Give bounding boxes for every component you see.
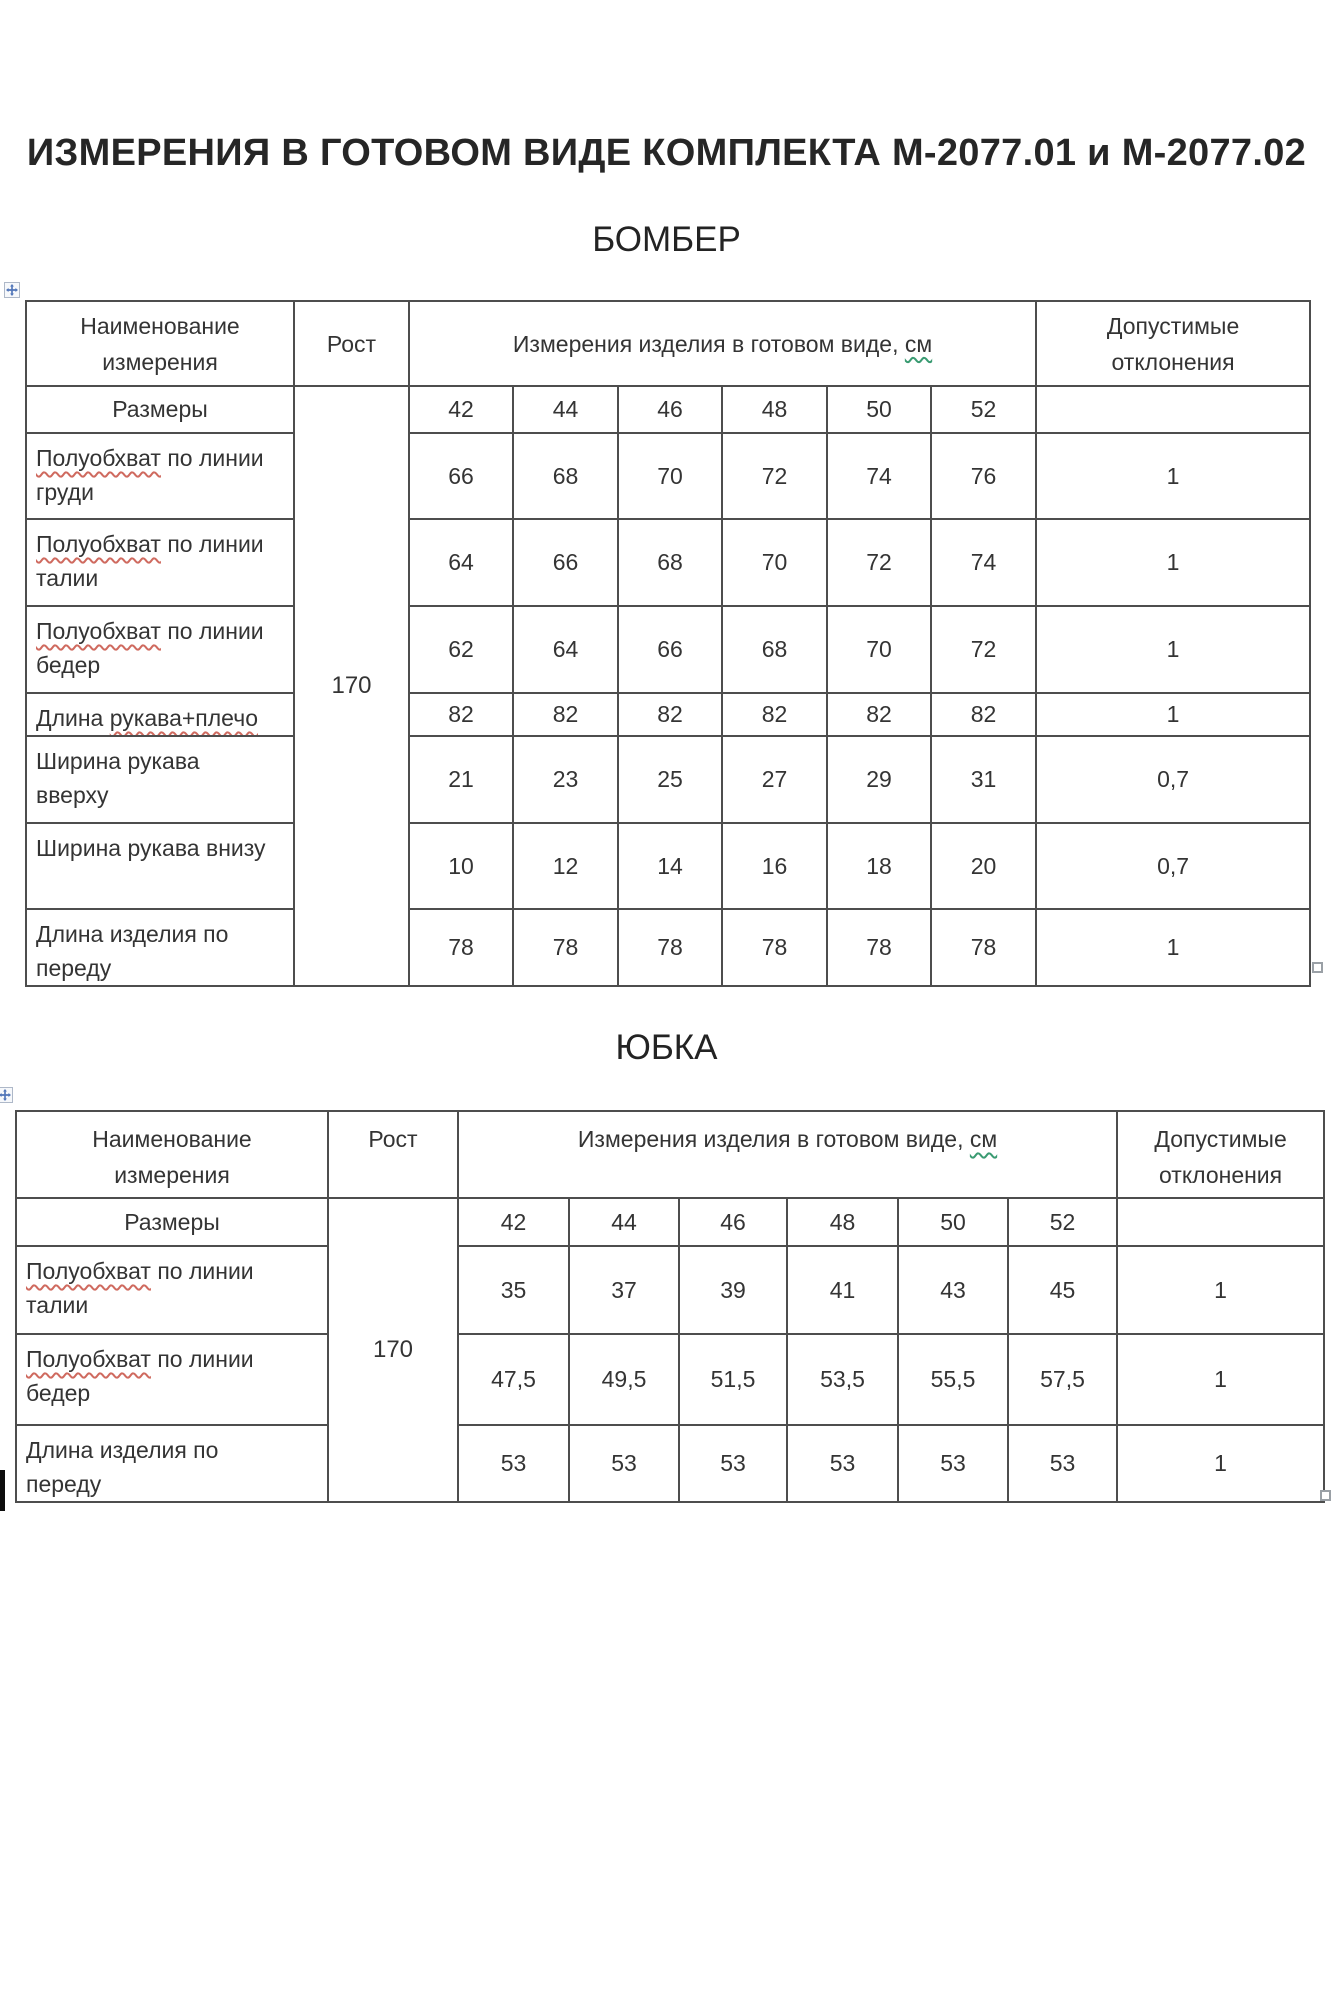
section-title-skirt: ЮБКА — [615, 1028, 718, 1067]
text-segment: переду — [36, 955, 112, 981]
text-segment: отклонения — [1111, 348, 1235, 375]
text-segment: груди — [36, 479, 94, 505]
header-deviation-cell — [1036, 301, 1310, 386]
table-header-row — [26, 301, 1310, 386]
value-cell: 57,5 — [1008, 1334, 1117, 1425]
skirt-measurements-table — [15, 1110, 1325, 1503]
spellcheck-marked-text: см — [969, 1126, 998, 1152]
deviation-cell: 1 — [1036, 693, 1310, 736]
value-cell: 66 — [513, 519, 618, 606]
value-cell: 51,5 — [679, 1334, 787, 1425]
text-segment: измерения — [114, 1162, 230, 1188]
size-cell: 46 — [679, 1198, 787, 1246]
size-cell: 48 — [787, 1198, 898, 1246]
text-segment: Наименование — [92, 1126, 252, 1152]
deviation-cell: 1 — [1036, 606, 1310, 693]
header-measurement-name-cell — [16, 1111, 328, 1198]
measurement-row — [26, 606, 1310, 693]
measurement-label-cell — [26, 519, 294, 606]
value-cell: 21 — [409, 736, 513, 823]
deviation-cell — [1117, 1198, 1324, 1246]
text-line — [26, 1342, 319, 1376]
deviation-cell: 0,7 — [1036, 823, 1310, 909]
value-cell: 53,5 — [787, 1334, 898, 1425]
value-cell: 53 — [458, 1425, 569, 1502]
value-cell: 72 — [827, 519, 931, 606]
text-line — [26, 1433, 319, 1467]
text-line — [36, 917, 285, 951]
value-cell: 68 — [618, 519, 722, 606]
height-value-cell: 170 — [294, 386, 409, 986]
measurement-label-cell — [26, 909, 294, 986]
text-line — [23, 1121, 321, 1157]
size-cell: 50 — [827, 386, 931, 433]
text-segment: по линии — [160, 531, 264, 557]
value-cell: 53 — [898, 1425, 1008, 1502]
value-cell: 78 — [931, 909, 1036, 986]
measurement-row — [26, 736, 1310, 823]
text-line — [26, 1254, 319, 1288]
measurement-row — [26, 519, 1310, 606]
value-cell: 43 — [898, 1246, 1008, 1334]
deviation-cell: 1 — [1117, 1246, 1324, 1334]
text-segment: бедер — [26, 1380, 91, 1406]
sizes-label-cell: Размеры — [26, 386, 294, 433]
text-line — [36, 614, 285, 648]
value-cell: 10 — [409, 823, 513, 909]
value-cell: 82 — [827, 693, 931, 736]
text-segment: Допустимые — [1154, 1126, 1287, 1152]
deviation-cell: 1 — [1036, 519, 1310, 606]
text-line — [26, 1288, 319, 1322]
value-cell: 68 — [513, 433, 618, 519]
text-segment: вверху — [36, 782, 109, 808]
value-cell: 47,5 — [458, 1334, 569, 1425]
value-cell: 82 — [513, 693, 618, 736]
spellcheck-marked-text: Полуобхват — [36, 531, 161, 557]
deviation-cell: 1 — [1036, 433, 1310, 519]
value-cell: 78 — [513, 909, 618, 986]
value-cell: 27 — [722, 736, 827, 823]
value-cell: 12 — [513, 823, 618, 909]
value-cell: 82 — [931, 693, 1036, 736]
measurement-label-cell — [16, 1334, 328, 1425]
measurement-row — [26, 909, 1310, 986]
value-cell: 82 — [618, 693, 722, 736]
text-segment: талии — [36, 565, 99, 591]
text-line — [1043, 308, 1303, 344]
table-move-cross-icon[interactable] — [4, 282, 20, 298]
value-cell: 53 — [787, 1425, 898, 1502]
text-segment: талии — [26, 1292, 89, 1318]
value-cell: 64 — [409, 519, 513, 606]
text-line — [33, 308, 287, 344]
value-cell: 53 — [569, 1425, 679, 1502]
text-segment: Длина — [36, 705, 110, 731]
text-segment: по линии — [160, 445, 264, 471]
value-cell: 82 — [409, 693, 513, 736]
text-segment: бедер — [36, 652, 101, 678]
size-cell: 48 — [722, 386, 827, 433]
spellcheck-marked-text: Полуобхват — [36, 618, 161, 644]
value-cell: 31 — [931, 736, 1036, 823]
value-cell: 64 — [513, 606, 618, 693]
text-line — [416, 326, 1029, 362]
value-cell: 72 — [722, 433, 827, 519]
text-segment: Измерения изделия в готовом виде, — [577, 1126, 970, 1152]
value-cell: 70 — [722, 519, 827, 606]
table-move-cross-icon[interactable] — [0, 1087, 13, 1103]
size-cell: 42 — [409, 386, 513, 433]
measurement-row — [16, 1334, 1324, 1425]
text-segment: переду — [26, 1471, 102, 1497]
text-segment: по линии — [160, 618, 264, 644]
measurement-label-cell — [26, 823, 294, 909]
value-cell: 39 — [679, 1246, 787, 1334]
value-cell: 41 — [787, 1246, 898, 1334]
size-cell: 46 — [618, 386, 722, 433]
value-cell: 35 — [458, 1246, 569, 1334]
value-cell: 76 — [931, 433, 1036, 519]
value-cell: 78 — [618, 909, 722, 986]
text-line — [26, 1467, 319, 1501]
text-line — [36, 648, 285, 682]
deviation-cell: 1 — [1117, 1334, 1324, 1425]
text-line — [33, 344, 287, 380]
value-cell: 20 — [931, 823, 1036, 909]
text-segment: по линии — [150, 1346, 254, 1372]
spellcheck-marked-text: Полуобхват — [26, 1346, 151, 1372]
value-cell: 18 — [827, 823, 931, 909]
text-line — [1124, 1157, 1317, 1193]
text-line — [23, 1157, 321, 1193]
size-cell: 52 — [931, 386, 1036, 433]
measurement-label-cell — [26, 433, 294, 519]
measurement-label-cell — [16, 1425, 328, 1502]
size-cell: 44 — [513, 386, 618, 433]
sizes-row — [26, 386, 1310, 433]
text-line — [26, 1376, 319, 1410]
text-segment: Длина изделия по — [36, 921, 229, 947]
text-segment: Ширина рукава — [36, 748, 200, 774]
header-height-cell: Рост — [328, 1111, 458, 1198]
value-cell: 53 — [1008, 1425, 1117, 1502]
spellcheck-marked-text: Полуобхват — [36, 445, 161, 471]
value-cell: 45 — [1008, 1246, 1117, 1334]
measurement-label-cell — [26, 606, 294, 693]
bomber-measurements-table — [25, 300, 1311, 987]
value-cell: 70 — [827, 606, 931, 693]
table-resize-square-icon[interactable] — [1320, 1490, 1331, 1501]
measurement-row — [26, 823, 1310, 909]
text-line — [36, 701, 285, 735]
value-cell: 14 — [618, 823, 722, 909]
measurement-row — [26, 433, 1310, 519]
text-segment: отклонения — [1159, 1162, 1283, 1188]
value-cell: 55,5 — [898, 1334, 1008, 1425]
value-cell: 66 — [618, 606, 722, 693]
value-cell: 16 — [722, 823, 827, 909]
header-measurement-name-cell — [26, 301, 294, 386]
value-cell: 23 — [513, 736, 618, 823]
deviation-cell: 1 — [1117, 1425, 1324, 1502]
size-cell: 52 — [1008, 1198, 1117, 1246]
header-finished-measurements-cell — [409, 301, 1036, 386]
page-title: ИЗМЕРЕНИЯ В ГОТОВОМ ВИДЕ КОМПЛЕКТА М-2077.01 и М-2077.02 — [26, 132, 1307, 174]
measurement-label-cell — [16, 1246, 328, 1334]
value-cell: 49,5 — [569, 1334, 679, 1425]
text-line — [36, 475, 285, 509]
measurement-row — [16, 1246, 1324, 1334]
value-cell: 66 — [409, 433, 513, 519]
value-cell: 25 — [618, 736, 722, 823]
value-cell: 78 — [722, 909, 827, 986]
table-resize-square-icon[interactable] — [1312, 962, 1323, 973]
value-cell: 78 — [409, 909, 513, 986]
header-height-cell: Рост — [294, 301, 409, 386]
text-line — [36, 831, 285, 865]
sizes-row — [16, 1198, 1324, 1246]
header-deviation-cell — [1117, 1111, 1324, 1198]
text-line — [36, 778, 285, 812]
value-cell: 82 — [722, 693, 827, 736]
section-title-bomber: БОМБЕР — [592, 220, 741, 259]
spellcheck-marked-text: рукава+плечо — [109, 705, 258, 731]
spellcheck-marked-text: см — [904, 330, 933, 357]
text-line — [465, 1121, 1110, 1157]
deviation-cell: 0,7 — [1036, 736, 1310, 823]
text-line — [36, 951, 285, 985]
value-cell: 53 — [679, 1425, 787, 1502]
value-cell: 78 — [827, 909, 931, 986]
text-segment: Длина изделия по — [26, 1437, 219, 1463]
measurement-row — [26, 693, 1310, 736]
value-cell: 62 — [409, 606, 513, 693]
value-cell: 74 — [931, 519, 1036, 606]
text-segment: Ширина рукава внизу — [36, 835, 266, 861]
sizes-label-cell: Размеры — [16, 1198, 328, 1246]
value-cell: 72 — [931, 606, 1036, 693]
table-header-row — [16, 1111, 1324, 1198]
measurement-label-cell — [26, 736, 294, 823]
move-arrows-glyph — [6, 284, 18, 296]
move-arrows-glyph — [0, 1089, 11, 1101]
text-segment: Наименование — [80, 312, 240, 339]
text-line — [36, 561, 285, 595]
text-segment: по линии — [150, 1258, 254, 1284]
text-segment: Допустимые — [1106, 312, 1240, 339]
value-cell: 68 — [722, 606, 827, 693]
text-line — [36, 441, 285, 475]
value-cell: 74 — [827, 433, 931, 519]
size-cell: 50 — [898, 1198, 1008, 1246]
header-finished-measurements-cell — [458, 1111, 1117, 1198]
measurement-row — [16, 1425, 1324, 1502]
text-segment: измерения — [102, 348, 218, 375]
text-line — [1043, 344, 1303, 380]
measurement-label-cell — [26, 693, 294, 736]
deviation-cell: 1 — [1036, 909, 1310, 986]
page-edge-artifact — [0, 1470, 5, 1511]
text-line — [36, 527, 285, 561]
text-line — [1124, 1121, 1317, 1157]
height-value-cell: 170 — [328, 1198, 458, 1502]
spellcheck-marked-text: Полуобхват — [26, 1258, 151, 1284]
size-cell: 44 — [569, 1198, 679, 1246]
size-cell: 42 — [458, 1198, 569, 1246]
value-cell: 70 — [618, 433, 722, 519]
text-segment: Измерения изделия в готовом виде, — [512, 330, 905, 357]
text-line — [36, 744, 285, 778]
deviation-cell — [1036, 386, 1310, 433]
value-cell: 29 — [827, 736, 931, 823]
value-cell: 37 — [569, 1246, 679, 1334]
